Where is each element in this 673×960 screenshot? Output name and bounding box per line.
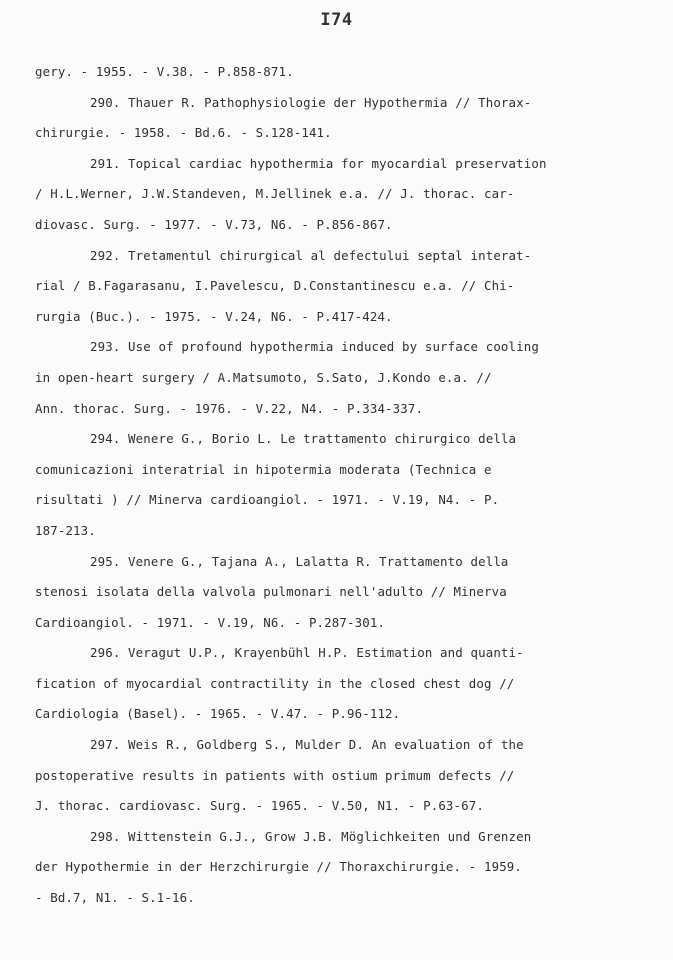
reference-line: 296. Veragut U.P., Krayenbühl H.P. Estimation and quanti- [90, 645, 524, 661]
reference-line: fication of myocardial contractility in the closed chest dog // [35, 675, 515, 691]
reference-line: rial / B.Fagarasanu, I.Pavelescu, D.Constantinescu e.a. // Chi- [35, 278, 515, 294]
reference-line: 293. Use of profound hypothermia induced by surface cooling [90, 339, 539, 355]
reference-line: 187-213. [35, 522, 96, 538]
reference-line: stenosi isolata della valvola pulmonari nell'adulto // Minerva [35, 584, 507, 600]
reference-line: comunicazioni interatrial in hipotermia moderata (Technica e [35, 461, 492, 477]
reference-line: postoperative results in patients with ostium primum defects // [35, 767, 515, 783]
reference-line: Ann. thorac. Surg. - 1976. - V.22, N4. - P.334-337. [35, 400, 424, 416]
reference-line: chirurgie. - 1958. - Bd.6. - S.128-141. [35, 125, 332, 141]
reference-line: rurgia (Buc.). - 1975. - V.24, N6. - P.417-424. [35, 308, 393, 324]
page-number: I74 [320, 10, 353, 30]
reference-line: J. thorac. cardiovasc. Surg. - 1965. - V.50, N1. - P.63-67. [35, 798, 484, 814]
reference-line: - Bd.7, N1. - S.1-16. [35, 890, 195, 906]
reference-line: 292. Tretamentul chirurgical al defectului septal interat- [90, 247, 532, 263]
reference-line: der Hypothermie in der Herzchirurgie // Thoraxchirurgie. - 1959. [35, 859, 523, 875]
reference-list [35, 57, 645, 914]
reference-line: 297. Weis R., Goldberg S., Mulder D. An evaluation of the [90, 737, 524, 753]
reference-line: 290. Thauer R. Pathophysiologie der Hypothermia // Thorax- [90, 94, 532, 110]
reference-line: 298. Wittenstein G.J., Grow J.B. Möglichkeiten und Grenzen [90, 828, 532, 844]
reference-line: Cardioangiol. - 1971. - V.19, N6. - P.287-301. [35, 614, 386, 630]
reference-line: 294. Wenere G., Borio L. Le trattamento chirurgico della [90, 431, 517, 447]
reference-line: 295. Venere G., Tajana A., Lalatta R. Trattamento della [90, 553, 509, 569]
reference-line: 291. Topical cardiac hypothermia for myocardial preservation [90, 155, 547, 171]
reference-line: / H.L.Werner, J.W.Standeven, M.Jellinek e.a. // J. thorac. car- [35, 186, 515, 202]
reference-line: diovasc. Surg. - 1977. - V.73, N6. - P.856-867. [35, 216, 393, 232]
reference-line: Cardiologia (Basel). - 1965. - V.47. - P.96-112. [35, 706, 401, 722]
reference-line: risultati ) // Minerva cardioangiol. - 1971. - V.19, N4. - P. [35, 492, 500, 508]
reference-line: in open-heart surgery / A.Matsumoto, S.Sato, J.Kondo e.a. // [35, 369, 492, 385]
reference-line: gery. - 1955. - V.38. - P.858-871. [35, 64, 294, 79]
